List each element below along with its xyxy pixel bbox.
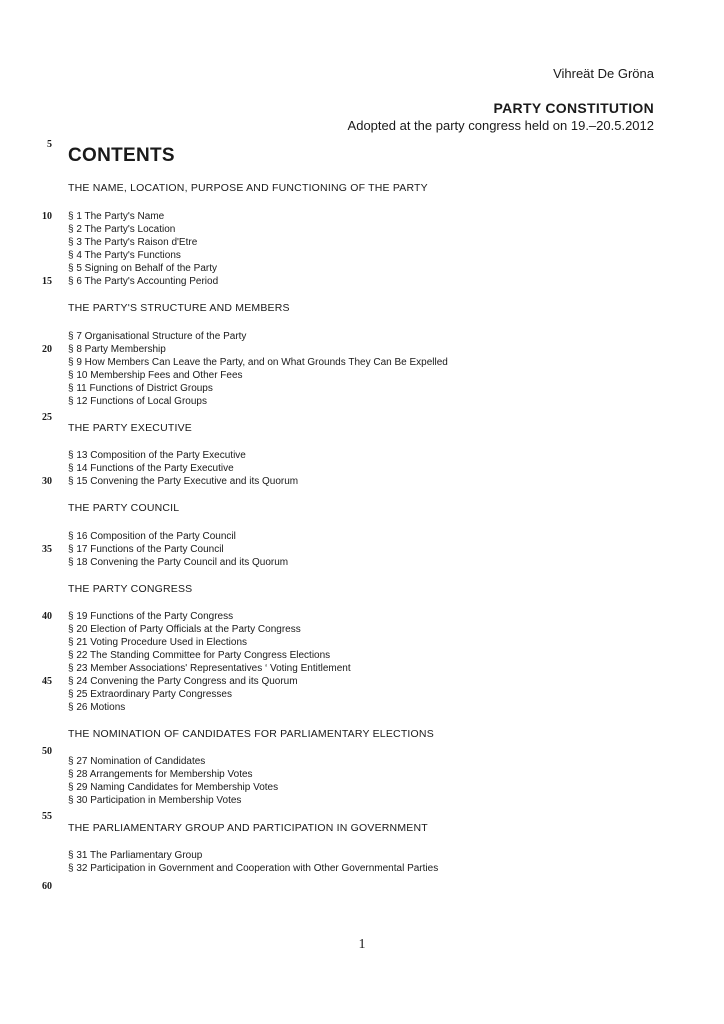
- toc-entry: § 14 Functions of the Party Executive: [68, 463, 234, 474]
- toc-entry: § 24 Convening the Party Congress and its Quorum: [68, 676, 298, 687]
- toc-entry: § 5 Signing on Behalf of the Party: [68, 263, 217, 274]
- section-heading: THE PARLIAMENTARY GROUP AND PARTICIPATION IN GOVERNMENT: [68, 822, 428, 834]
- toc-entry: § 28 Arrangements for Membership Votes: [68, 769, 253, 780]
- line-number: 5: [47, 139, 52, 150]
- toc-entry: § 13 Composition of the Party Executive: [68, 450, 246, 461]
- toc-entry: § 3 The Party's Raison d'Etre: [68, 237, 198, 248]
- toc-entry: § 8 Party Membership: [68, 344, 166, 355]
- adoption-note: Adopted at the party congress held on 19.–20.5.2012: [347, 118, 654, 133]
- line-number: 35: [42, 544, 52, 555]
- line-number: 15: [42, 276, 52, 287]
- line-number: 10: [42, 211, 52, 222]
- toc-entry: § 16 Composition of the Party Council: [68, 531, 236, 542]
- toc-entry: § 9 How Members Can Leave the Party, and on What Grounds They Can Be Expelled: [68, 357, 448, 368]
- line-number: 45: [42, 676, 52, 687]
- section-heading: THE PARTY COUNCIL: [68, 502, 180, 514]
- toc-entry: § 19 Functions of the Party Congress: [68, 611, 234, 622]
- toc-entry: § 18 Convening the Party Council and its Quorum: [68, 557, 289, 568]
- line-number: 20: [42, 344, 52, 355]
- toc-entry: § 29 Naming Candidates for Membership Votes: [68, 782, 279, 793]
- toc-entry: § 10 Membership Fees and Other Fees: [68, 370, 243, 381]
- section-heading: THE NOMINATION OF CANDIDATES FOR PARLIAMENTARY ELECTIONS: [68, 728, 434, 740]
- toc-entry: § 17 Functions of the Party Council: [68, 544, 224, 555]
- page-number: 1: [358, 937, 366, 952]
- section-heading: THE PARTY CONGRESS: [68, 583, 193, 595]
- toc-entry: § 11 Functions of District Groups: [68, 383, 213, 394]
- toc-entry: § 27 Nomination of Candidates: [68, 756, 206, 767]
- section-heading: THE NAME, LOCATION, PURPOSE AND FUNCTIONING OF THE PARTY: [68, 182, 428, 194]
- toc-entry: § 4 The Party's Functions: [68, 250, 181, 261]
- toc-entry: § 32 Participation in Government and Cooperation with Other Governmental Parties: [68, 863, 439, 874]
- toc-entry: § 15 Convening the Party Executive and its Quorum: [68, 476, 299, 487]
- toc-entry: § 20 Election of Party Officials at the Party Congress: [68, 624, 301, 635]
- toc-entry: § 30 Participation in Membership Votes: [68, 795, 242, 806]
- toc-entry: § 1 The Party's Name: [68, 211, 165, 222]
- toc-entry: § 12 Functions of Local Groups: [68, 396, 207, 407]
- toc-entry: § 23 Member Associations' Representatives ‘ Voting Entitlement: [68, 663, 351, 674]
- toc-entry: § 6 The Party's Accounting Period: [68, 276, 219, 287]
- organization-name: Vihreät De Gröna: [553, 66, 654, 81]
- line-number: 40: [42, 611, 52, 622]
- document-title: PARTY CONSTITUTION: [493, 100, 654, 116]
- section-heading: THE PARTY'S STRUCTURE AND MEMBERS: [68, 302, 290, 314]
- toc-entry: § 25 Extraordinary Party Congresses: [68, 689, 232, 700]
- toc-entry: § 2 The Party's Location: [68, 224, 176, 235]
- section-heading: THE PARTY EXECUTIVE: [68, 422, 192, 434]
- toc-entry: § 21 Voting Procedure Used in Elections: [68, 637, 247, 648]
- toc-entry: § 7 Organisational Structure of the Party: [68, 331, 247, 342]
- line-number: 25: [42, 412, 52, 423]
- contents-title: CONTENTS: [68, 145, 175, 166]
- toc-entry: § 22 The Standing Committee for Party Congress Elections: [68, 650, 331, 661]
- line-number: 60: [42, 881, 52, 892]
- line-number: 30: [42, 476, 52, 487]
- line-number: 55: [42, 811, 52, 822]
- toc-entry: § 26 Motions: [68, 702, 126, 713]
- toc-entry: § 31 The Parliamentary Group: [68, 850, 203, 861]
- line-number: 50: [42, 746, 52, 757]
